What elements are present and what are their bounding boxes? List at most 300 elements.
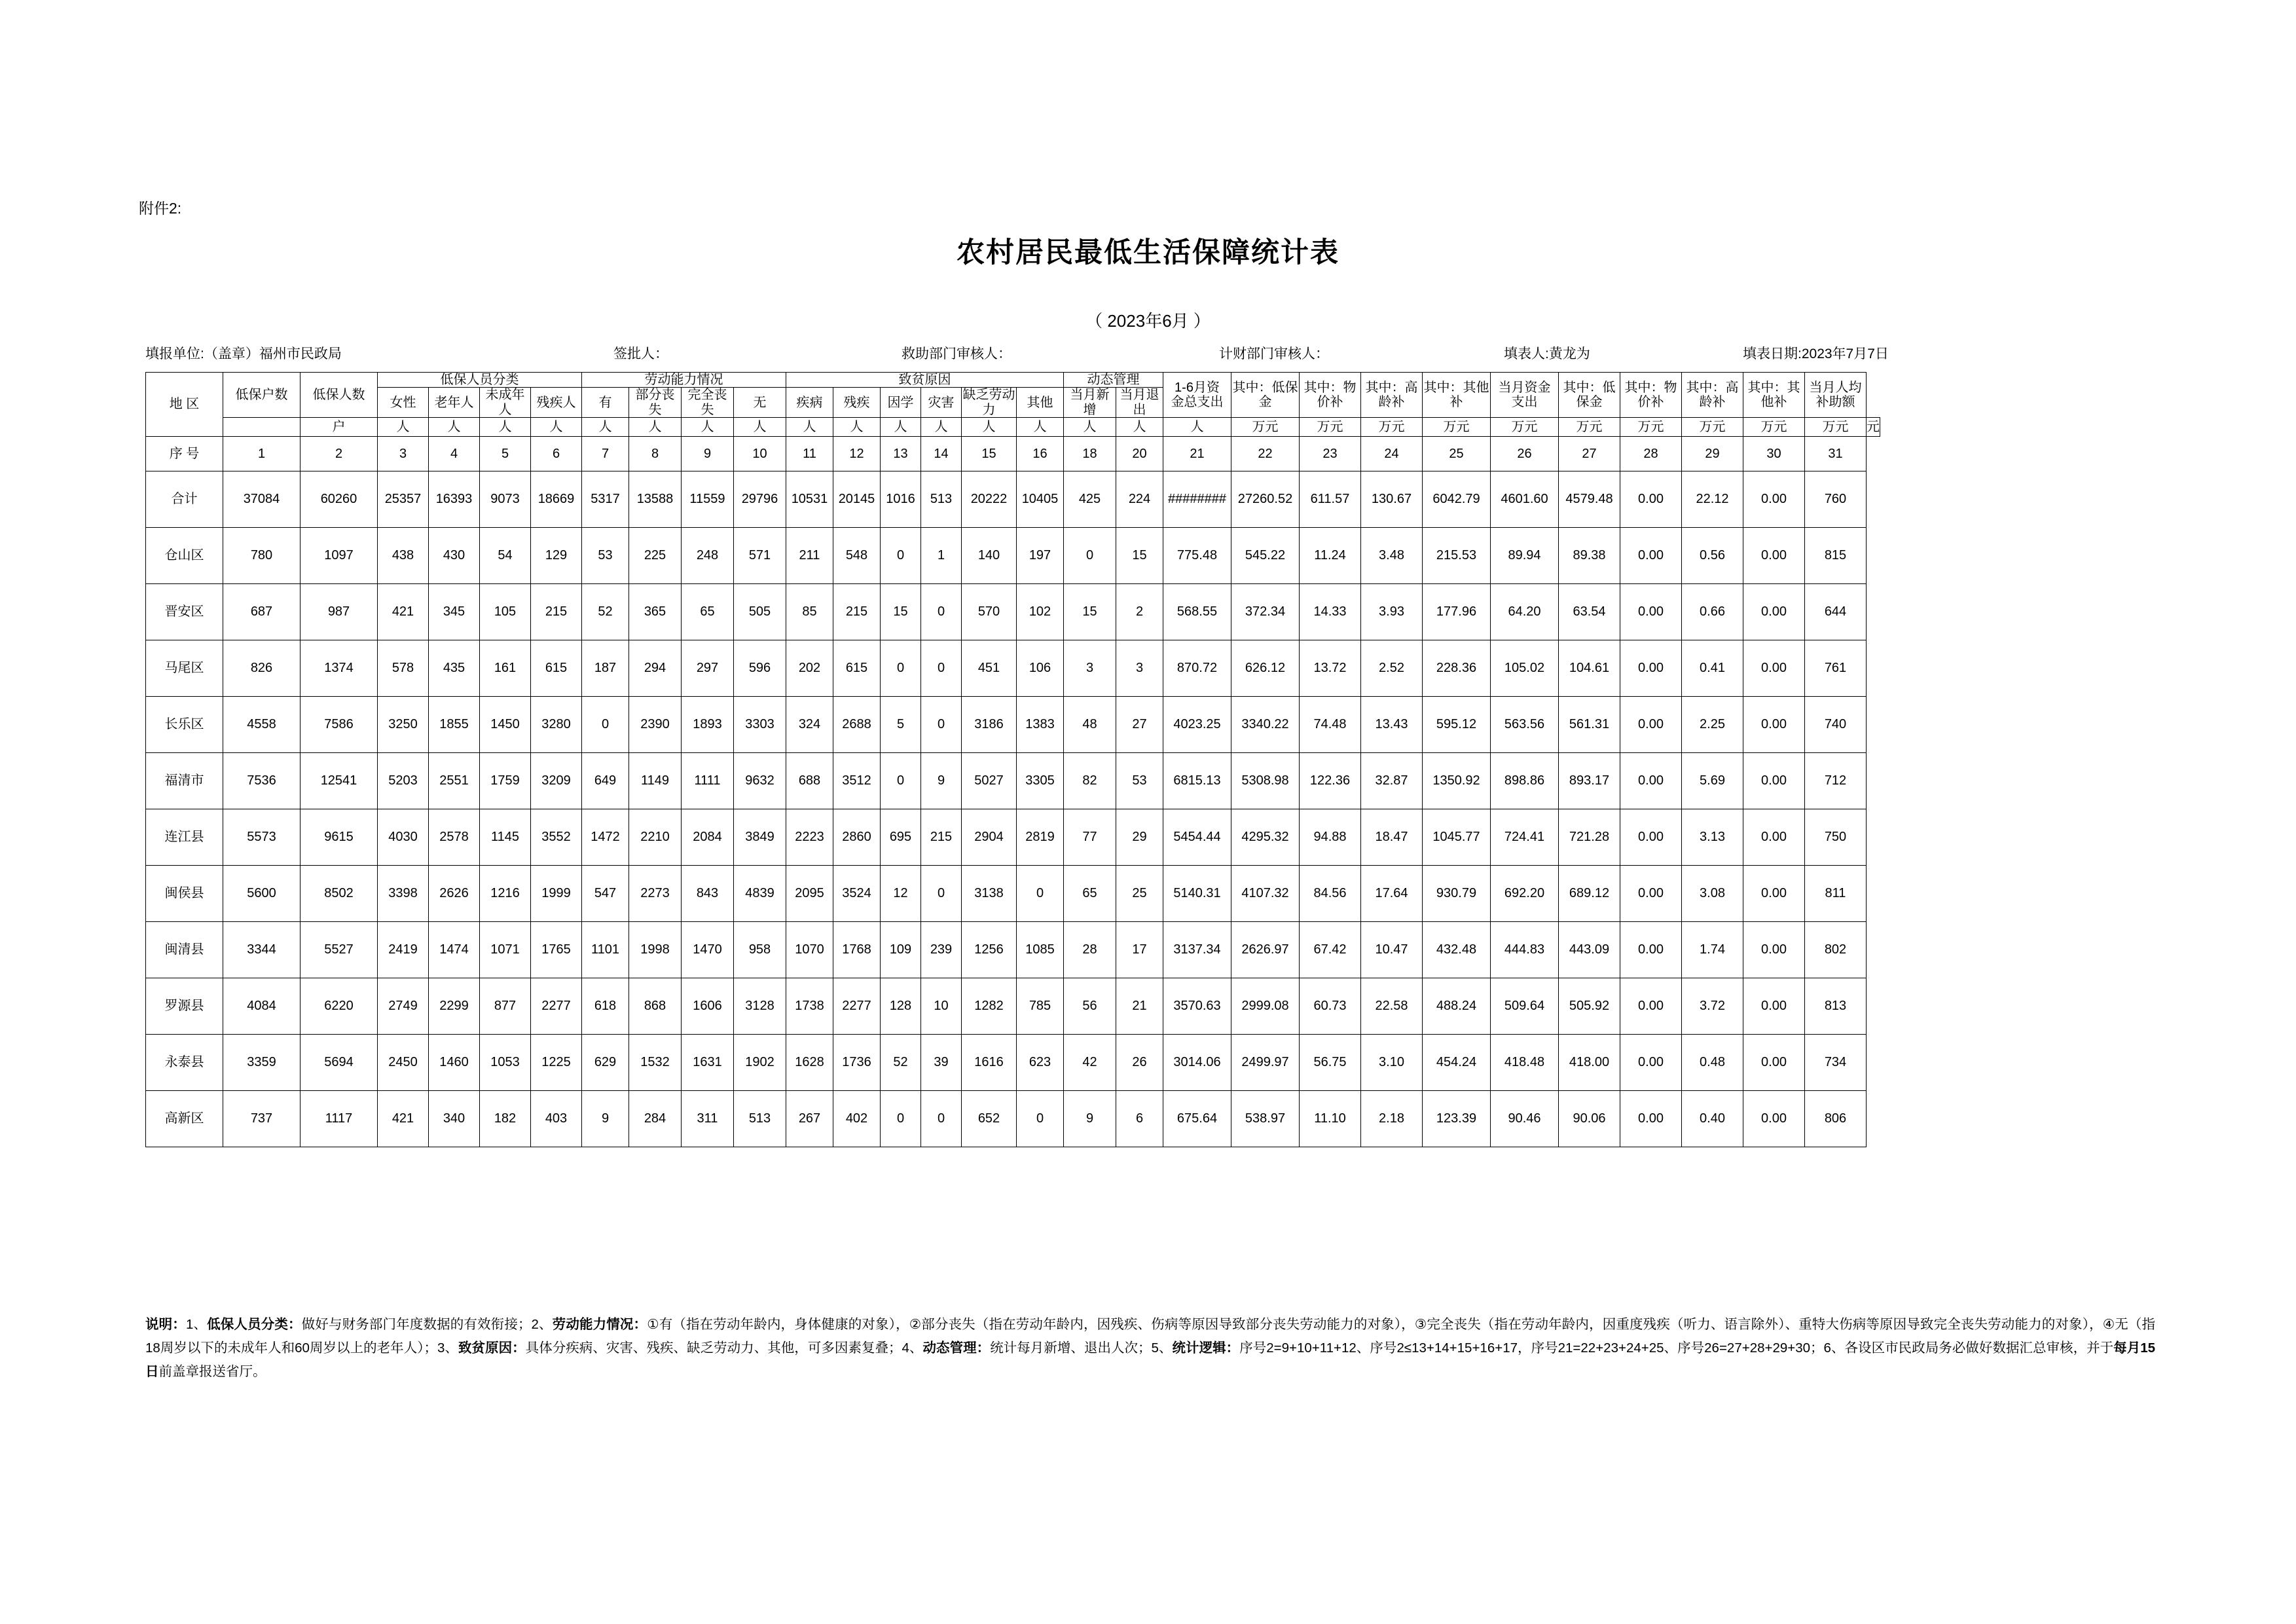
data-cell: 987 — [301, 584, 378, 640]
statistics-table — [145, 372, 1880, 1147]
data-cell: 3512 — [833, 753, 881, 809]
data-cell: 18.47 — [1361, 809, 1423, 866]
data-cell: 0.00 — [1743, 753, 1805, 809]
data-cell: 105.02 — [1491, 640, 1559, 697]
data-cell: 2.52 — [1361, 640, 1423, 697]
data-cell: 421 — [378, 584, 429, 640]
data-cell: 3305 — [1017, 753, 1064, 809]
notes-section — [145, 1313, 2155, 1384]
data-cell: 443.09 — [1559, 922, 1620, 978]
data-cell: 802 — [1805, 922, 1867, 978]
data-cell: 3303 — [734, 697, 786, 753]
group-labor: 劳动能力情况 — [582, 373, 786, 388]
data-cell: 0.00 — [1620, 1035, 1682, 1091]
data-cell: 561.31 — [1559, 697, 1620, 753]
data-cell: 13.43 — [1361, 697, 1423, 753]
data-cell: 3.48 — [1361, 528, 1423, 584]
data-cell: 345 — [429, 584, 480, 640]
data-cell: 3.93 — [1361, 584, 1423, 640]
data-cell: 215.53 — [1423, 528, 1491, 584]
sequence-cell: 11 — [786, 437, 833, 471]
data-cell: 563.56 — [1491, 697, 1559, 753]
table-body — [146, 471, 1880, 1147]
data-cell: 0.56 — [1682, 528, 1743, 584]
unit-cell-region — [223, 418, 301, 437]
data-cell: 215 — [921, 809, 962, 866]
table-row — [146, 866, 1880, 922]
data-cell: 815 — [1805, 528, 1867, 584]
data-cell: 843 — [682, 866, 734, 922]
data-cell: 421 — [378, 1091, 429, 1147]
unit-cell: 人 — [1163, 418, 1231, 437]
data-cell: 2273 — [629, 866, 682, 922]
data-cell: 85 — [786, 584, 833, 640]
data-cell: 25357 — [378, 471, 429, 528]
data-cell: 0.00 — [1743, 528, 1805, 584]
unit-cell: 万元 — [1300, 418, 1361, 437]
data-cell: 1738 — [786, 978, 833, 1035]
data-cell: 1759 — [480, 753, 531, 809]
data-cell: 3186 — [962, 697, 1017, 753]
table-row — [146, 584, 1880, 640]
data-cell: 626.12 — [1231, 640, 1300, 697]
data-cell: 488.24 — [1423, 978, 1491, 1035]
data-cell: 340 — [429, 1091, 480, 1147]
notes-b6: 每月15日 — [145, 1340, 2156, 1379]
data-cell: 1998 — [629, 922, 682, 978]
sequence-cell: 5 — [480, 437, 531, 471]
data-cell: 1071 — [480, 922, 531, 978]
unit-cell: 万元 — [1559, 418, 1620, 437]
table-row — [146, 471, 1880, 528]
data-cell: 0.00 — [1743, 471, 1805, 528]
data-cell: 16393 — [429, 471, 480, 528]
data-cell: 3524 — [833, 866, 881, 922]
data-cell: 15 — [881, 584, 921, 640]
month-fund-line2: 支出 — [1511, 395, 1538, 410]
data-cell: 0.00 — [1743, 1035, 1805, 1091]
data-cell: 52 — [881, 1035, 921, 1091]
data-cell: 5203 — [378, 753, 429, 809]
data-cell: 225 — [629, 528, 682, 584]
data-cell: 1216 — [480, 866, 531, 922]
data-cell: 1117 — [301, 1091, 378, 1147]
col-has-labor: 有 — [582, 388, 629, 418]
data-cell: 1045.77 — [1423, 809, 1491, 866]
data-cell: 60260 — [301, 471, 378, 528]
data-cell: 0.00 — [1620, 471, 1682, 528]
data-cell: 0 — [582, 697, 629, 753]
data-cell: 760 — [1805, 471, 1867, 528]
data-cell: 89.94 — [1491, 528, 1559, 584]
data-cell: 15 — [1116, 528, 1163, 584]
unit-cell: 万元 — [1682, 418, 1743, 437]
data-cell: 0 — [1017, 866, 1064, 922]
region-name-cell: 闽侯县 — [146, 866, 223, 922]
region-name-cell: 合计 — [146, 471, 223, 528]
sequence-cell: 16 — [1017, 437, 1064, 471]
data-cell: 724.41 — [1491, 809, 1559, 866]
unit-cell: 人 — [833, 418, 881, 437]
data-cell: 94.88 — [1300, 809, 1361, 866]
unit-cell: 人 — [1064, 418, 1116, 437]
data-cell: 67.42 — [1300, 922, 1361, 978]
data-cell: 538.97 — [1231, 1091, 1300, 1147]
unit-cell: 户 — [301, 418, 378, 437]
table-row — [146, 753, 1880, 809]
data-cell: 4839 — [734, 866, 786, 922]
data-cell: 161 — [480, 640, 531, 697]
data-cell: 3340.22 — [1231, 697, 1300, 753]
unit-cell: 万元 — [1491, 418, 1559, 437]
region-name-cell: 长乐区 — [146, 697, 223, 753]
data-cell: 0 — [881, 640, 921, 697]
sequence-cell: 10 — [734, 437, 786, 471]
data-cell: 311 — [682, 1091, 734, 1147]
notes-prefix: 说明： — [145, 1317, 186, 1332]
data-cell: 545.22 — [1231, 528, 1300, 584]
data-cell: 649 — [582, 753, 629, 809]
data-cell: 1101 — [582, 922, 629, 978]
unit-cell: 人 — [962, 418, 1017, 437]
data-cell: 1097 — [301, 528, 378, 584]
data-cell: 2084 — [682, 809, 734, 866]
region-name-cell: 永泰县 — [146, 1035, 223, 1091]
meta-date: 填表日期:2023年7月7日 — [1743, 346, 1889, 361]
sequence-cell: 1 — [223, 437, 301, 471]
data-cell: 675.64 — [1163, 1091, 1231, 1147]
data-cell: 64.20 — [1491, 584, 1559, 640]
sequence-cell: 15 — [962, 437, 1017, 471]
data-cell: 13.72 — [1300, 640, 1361, 697]
data-cell: 0 — [1064, 528, 1116, 584]
data-cell: 0.00 — [1743, 922, 1805, 978]
data-cell: 9615 — [301, 809, 378, 866]
data-cell: 813 — [1805, 978, 1867, 1035]
sequence-cell: 7 — [582, 437, 629, 471]
data-cell: 687 — [223, 584, 301, 640]
data-cell: 3 — [1116, 640, 1163, 697]
unit-cell: 人 — [629, 418, 682, 437]
data-cell: 3359 — [223, 1035, 301, 1091]
data-cell: 505 — [734, 584, 786, 640]
notes-1: 1、 — [185, 1317, 208, 1332]
data-cell: 56.75 — [1300, 1035, 1361, 1091]
col-elderly: 老年人 — [429, 388, 480, 418]
data-cell: 785 — [1017, 978, 1064, 1035]
data-cell: 4558 — [223, 697, 301, 753]
col-persons: 低保人数 — [301, 373, 378, 418]
data-cell: 5308.98 — [1231, 753, 1300, 809]
data-cell: 4030 — [378, 809, 429, 866]
col-monthly-avg: 当月人均补助额 — [1805, 373, 1867, 418]
col-partial-loss: 部分丧失 — [629, 388, 682, 418]
col-month-age: 其中：高龄补 — [1682, 373, 1743, 418]
data-cell: 15 — [1064, 584, 1116, 640]
data-cell: 548 — [833, 528, 881, 584]
data-cell: 435 — [429, 640, 480, 697]
data-cell: 248 — [682, 528, 734, 584]
data-cell: 2860 — [833, 809, 881, 866]
data-cell: 90.46 — [1491, 1091, 1559, 1147]
sequence-cell: 9 — [682, 437, 734, 471]
data-cell: 780 — [223, 528, 301, 584]
data-cell: 284 — [629, 1091, 682, 1147]
data-cell: 90.06 — [1559, 1091, 1620, 1147]
data-cell: 5 — [881, 697, 921, 753]
data-cell: 403 — [531, 1091, 582, 1147]
data-cell: 1472 — [582, 809, 629, 866]
data-cell: 215 — [531, 584, 582, 640]
data-cell: 0 — [881, 1091, 921, 1147]
group-category: 低保人员分类 — [378, 373, 582, 388]
data-cell: 52 — [582, 584, 629, 640]
data-cell: 11.10 — [1300, 1091, 1361, 1147]
data-cell: 0.66 — [1682, 584, 1743, 640]
data-cell: 3209 — [531, 753, 582, 809]
data-cell: 712 — [1805, 753, 1867, 809]
col-month-expend — [1491, 373, 1559, 418]
data-cell: 513 — [921, 471, 962, 528]
data-cell: 82 — [1064, 753, 1116, 809]
data-cell: 27260.52 — [1231, 471, 1300, 528]
data-cell: 25 — [1116, 866, 1163, 922]
data-cell: 89.38 — [1559, 528, 1620, 584]
data-cell: 2819 — [1017, 809, 1064, 866]
data-cell: 1085 — [1017, 922, 1064, 978]
group-dynamic: 动态管理 — [1064, 373, 1163, 388]
data-cell: 750 — [1805, 809, 1867, 866]
sequence-cell: 27 — [1559, 437, 1620, 471]
data-cell: 10.47 — [1361, 922, 1423, 978]
notes-b4: 动态管理： — [922, 1340, 991, 1356]
data-cell: 324 — [786, 697, 833, 753]
sequence-cell: 29 — [1682, 437, 1743, 471]
data-cell: 1111 — [682, 753, 734, 809]
data-cell: 29796 — [734, 471, 786, 528]
data-cell: 1532 — [629, 1035, 682, 1091]
sequence-cell: 22 — [1231, 437, 1300, 471]
col-total-expend-label — [1163, 373, 1231, 418]
data-cell: 177.96 — [1423, 584, 1491, 640]
data-cell: 806 — [1805, 1091, 1867, 1147]
data-cell: 0.00 — [1620, 866, 1682, 922]
data-cell: 2450 — [378, 1035, 429, 1091]
region-name-cell: 马尾区 — [146, 640, 223, 697]
notes-b2: 劳动能力情况： — [552, 1317, 647, 1332]
data-cell: 1282 — [962, 978, 1017, 1035]
data-cell: 187 — [582, 640, 629, 697]
data-cell: 615 — [531, 640, 582, 697]
data-cell: 215 — [833, 584, 881, 640]
data-cell: 2904 — [962, 809, 1017, 866]
data-cell: 182 — [480, 1091, 531, 1147]
data-cell: 2999.08 — [1231, 978, 1300, 1035]
data-cell: 1225 — [531, 1035, 582, 1091]
expend-line1: 1-6月资 — [1175, 380, 1220, 395]
data-cell: 0 — [1017, 1091, 1064, 1147]
data-cell: 22.58 — [1361, 978, 1423, 1035]
data-cell: 418.48 — [1491, 1035, 1559, 1091]
table-row — [146, 640, 1880, 697]
data-cell: 3570.63 — [1163, 978, 1231, 1035]
data-cell: 6220 — [301, 978, 378, 1035]
col-households: 低保户数 — [223, 373, 301, 418]
notes-t1: 做好与财务部门年度数据的有效衔接；2、 — [301, 1317, 553, 1332]
data-cell: 84.56 — [1300, 866, 1361, 922]
data-cell: 20222 — [962, 471, 1017, 528]
meta-approver: 签批人： — [613, 346, 668, 361]
col-cause-other: 其他 — [1017, 388, 1064, 418]
data-cell: 5527 — [301, 922, 378, 978]
col-month-price: 其中：物价补 — [1620, 373, 1682, 418]
data-cell: 129 — [531, 528, 582, 584]
data-cell: 444.83 — [1491, 922, 1559, 978]
unit-cell: 人 — [881, 418, 921, 437]
data-cell: 17.64 — [1361, 866, 1423, 922]
unit-cell: 人 — [582, 418, 629, 437]
data-cell: 1893 — [682, 697, 734, 753]
data-cell: 1470 — [682, 922, 734, 978]
data-cell: 21 — [1116, 978, 1163, 1035]
data-cell: 425 — [1064, 471, 1116, 528]
col-exit-month: 当月退出 — [1116, 388, 1163, 418]
col-expend-other: 其中：其他补 — [1423, 373, 1491, 418]
data-cell: 898.86 — [1491, 753, 1559, 809]
data-cell: 0.00 — [1743, 1091, 1805, 1147]
data-cell: 0 — [881, 753, 921, 809]
data-cell: 372.34 — [1231, 584, 1300, 640]
data-cell: 1765 — [531, 922, 582, 978]
group-cause: 致贫原因 — [786, 373, 1064, 388]
notes-t5: 序号2=9+10+11+12、序号2≤13+14+15+16+17，序号21=22+23+24+25、序号26=27+28+29+30；6、各设区市民政局务必做好数据汇总审核，并于 — [1239, 1340, 2114, 1356]
region-name-cell: 高新区 — [146, 1091, 223, 1147]
notes-b1: 低保人员分类： — [207, 1317, 302, 1332]
data-cell: 1768 — [833, 922, 881, 978]
data-cell: 1374 — [301, 640, 378, 697]
data-cell: 513 — [734, 1091, 786, 1147]
notes-t4: 统计每月新增、退出人次；5、 — [990, 1340, 1173, 1356]
data-cell: 224 — [1116, 471, 1163, 528]
data-cell: 228.36 — [1423, 640, 1491, 697]
sequence-cell: 3 — [378, 437, 429, 471]
data-cell: 734 — [1805, 1035, 1867, 1091]
data-cell: 1450 — [480, 697, 531, 753]
data-cell: 10405 — [1017, 471, 1064, 528]
col-lack-labor: 缺乏劳动力 — [962, 388, 1015, 417]
col-full-loss: 完全丧失 — [682, 388, 734, 418]
data-cell: 3.13 — [1682, 809, 1743, 866]
data-cell: 2688 — [833, 697, 881, 753]
data-cell: 65 — [1064, 866, 1116, 922]
unit-cell: 元 — [1867, 418, 1880, 437]
col-female: 女性 — [378, 388, 429, 418]
notes-t3: 具体分疾病、灾害、残疾、缺乏劳动力、其他，可多因素复叠；4、 — [525, 1340, 923, 1356]
col-region: 地 区 — [146, 373, 223, 437]
unit-cell: 人 — [921, 418, 962, 437]
data-cell: 7536 — [223, 753, 301, 809]
data-cell: 737 — [223, 1091, 301, 1147]
data-cell: 11.24 — [1300, 528, 1361, 584]
data-cell: 197 — [1017, 528, 1064, 584]
region-name-cell: 闽清县 — [146, 922, 223, 978]
data-cell: 27 — [1116, 697, 1163, 753]
col-month-other: 其中：其他补 — [1743, 373, 1805, 418]
sequence-cell: 4 — [429, 437, 480, 471]
data-cell: 0 — [921, 640, 962, 697]
data-cell: 1902 — [734, 1035, 786, 1091]
data-cell: 11559 — [682, 471, 734, 528]
data-cell: 1736 — [833, 1035, 881, 1091]
data-cell: 1855 — [429, 697, 480, 753]
data-cell: 0.00 — [1743, 978, 1805, 1035]
data-cell: 3.10 — [1361, 1035, 1423, 1091]
data-cell: 6 — [1116, 1091, 1163, 1147]
unit-cell: 人 — [734, 418, 786, 437]
data-cell: 26 — [1116, 1035, 1163, 1091]
data-cell: 106 — [1017, 640, 1064, 697]
data-cell: 596 — [734, 640, 786, 697]
data-cell: 930.79 — [1423, 866, 1491, 922]
data-cell: 1631 — [682, 1035, 734, 1091]
meta-finance-reviewer: 计财部门审核人： — [1219, 346, 1329, 361]
data-cell: 211 — [786, 528, 833, 584]
region-name-cell: 仓山区 — [146, 528, 223, 584]
region-name-cell: 福清市 — [146, 753, 223, 809]
data-cell: 105 — [480, 584, 531, 640]
data-cell: 0.00 — [1620, 753, 1682, 809]
notes-b5: 统计逻辑： — [1172, 1340, 1240, 1356]
table-row — [146, 978, 1880, 1035]
data-cell: 402 — [833, 1091, 881, 1147]
data-cell: 0 — [921, 1091, 962, 1147]
data-cell: 5694 — [301, 1035, 378, 1091]
data-cell: 721.28 — [1559, 809, 1620, 866]
sequence-cell: 30 — [1743, 437, 1805, 471]
data-cell: 5573 — [223, 809, 301, 866]
page-title: 农村居民最低生活保障统计表 — [957, 238, 1339, 268]
data-cell: 48 — [1064, 697, 1116, 753]
data-cell: 1350.92 — [1423, 753, 1491, 809]
data-cell: 2419 — [378, 922, 429, 978]
data-cell: 4107.32 — [1231, 866, 1300, 922]
data-cell: 2578 — [429, 809, 480, 866]
data-cell: 3250 — [378, 697, 429, 753]
data-cell: 2626.97 — [1231, 922, 1300, 978]
unit-cell: 万元 — [1231, 418, 1300, 437]
data-cell: 2.18 — [1361, 1091, 1423, 1147]
data-cell: 0 — [921, 866, 962, 922]
data-cell: 893.17 — [1559, 753, 1620, 809]
col-new-month: 当月新增 — [1064, 388, 1116, 418]
month-fund-line1: 当月资金 — [1498, 380, 1551, 395]
col-no-labor: 无 — [734, 388, 786, 418]
data-cell: 10 — [921, 978, 962, 1035]
data-cell: 1 — [921, 528, 962, 584]
data-cell: 430 — [429, 528, 480, 584]
sequence-cell: 13 — [881, 437, 921, 471]
region-name-cell: 罗源县 — [146, 978, 223, 1035]
data-cell: 2210 — [629, 809, 682, 866]
data-cell: 2095 — [786, 866, 833, 922]
data-cell: 826 — [223, 640, 301, 697]
header-row-1 — [146, 373, 1880, 388]
data-cell: 3344 — [223, 922, 301, 978]
data-cell: 692.20 — [1491, 866, 1559, 922]
data-cell: 65 — [682, 584, 734, 640]
unit-cell: 人 — [682, 418, 734, 437]
data-cell: 2551 — [429, 753, 480, 809]
